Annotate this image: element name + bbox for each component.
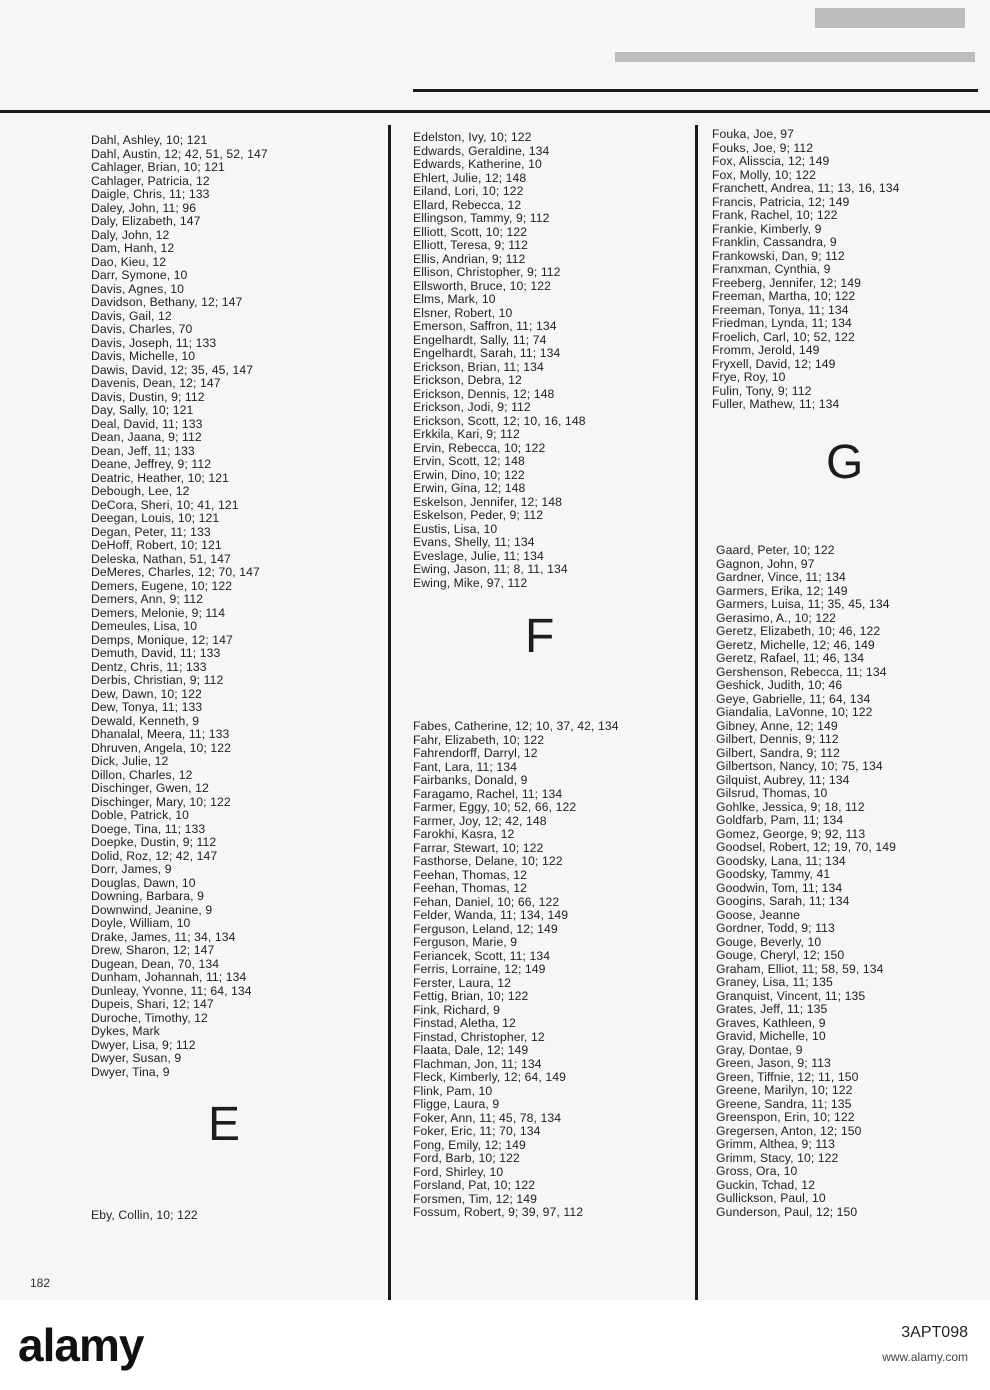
index-entry: Feehan, Thomas, 12 [413,867,528,882]
index-entry: Graney, Lisa, 11; 135 [716,975,833,989]
index-entry: Douglas, Dawn, 10 [91,875,196,890]
index-entry: Daley, John, 11; 96 [91,200,197,215]
index-entry: Farrar, Stewart, 10; 122 [413,840,544,855]
index-entry: Goodwin, Tom, 11; 134 [716,880,843,895]
watermark-url: www.alamy.com [882,1350,968,1364]
index-entry: Gouge, Cheryl, 12; 150 [716,948,845,962]
index-entry: Franklin, Cassandra, 9 [712,235,837,249]
index-entry: Downwind, Jeanine, 9 [91,902,213,917]
index-entry: Erickson, Debra, 12 [413,373,522,387]
index-entry: Goodsky, Lana, 11; 134 [716,853,846,868]
index-entry: Fettig, Brian, 10; 122 [413,989,529,1003]
index-entry: Dentz, Chris, 11; 133 [91,659,207,674]
index-column-f [413,720,619,1220]
index-entry: Davenis, Dean, 12; 147 [91,376,221,390]
index-entry: Engelhardt, Sally, 11; 74 [413,332,547,347]
index-entry: Gilquist, Aubrey, 11; 134 [716,772,850,787]
index-column-g [716,544,896,1219]
index-entry: Gordner, Todd, 9; 113 [716,921,835,935]
index-block-e-continued [413,131,586,590]
index-entry: Cahlager, Brian, 10; 121 [91,160,225,174]
index-entry: Dischinger, Mary, 10; 122 [91,794,231,809]
index-entry: Geretz, Rafael, 11; 46, 134 [716,651,865,665]
index-entry: Downing, Barbara, 9 [91,889,205,903]
index-entry: Edelston, Ivy, 10; 122 [413,130,532,144]
index-entry: Ewing, Jason, 11; 8, 11, 134 [413,562,568,576]
index-entry: Ervin, Rebecca, 10; 122 [413,440,546,455]
index-entry: Cahlager, Patricia, 12 [91,173,210,188]
index-entry: Freeberg, Jennifer, 12; 149 [712,275,862,290]
index-entry: Geshick, Judith, 10; 46 [716,678,843,692]
index-entry: Gullickson, Paul, 10 [716,1191,826,1205]
index-column-e [413,131,586,590]
index-entry: Eskelson, Jennifer, 12; 148 [413,494,563,509]
index-entry: Feehan, Thomas, 12 [413,881,528,895]
index-entry: Guckin, Tchad, 12 [716,1177,816,1192]
index-entry: Demers, Eugene, 10; 122 [91,578,233,593]
index-entry: Gardner, Vince, 11; 134 [716,570,846,584]
index-entry: Deleska, Nathan, 51, 147 [91,551,231,566]
index-entry: Drake, James, 11; 34, 134 [91,929,236,944]
header-bar-middle [615,52,975,62]
index-entry: Demps, Monique, 12; 147 [91,632,233,647]
index-entry: Darr, Symone, 10 [91,268,188,282]
index-entry: Day, Sally, 10; 121 [91,403,194,417]
index-entry: Fant, Lara, 11; 134 [413,759,517,774]
index-entry: Dupeis, Shari, 12; 147 [91,997,214,1011]
index-entry: Doble, Patrick, 10 [91,808,189,822]
index-entry: Erkkila, Kari, 9; 112 [413,427,520,441]
index-entry: Fox, Alisscia, 12; 149 [712,154,830,168]
page-number: 182 [30,1276,51,1290]
index-entry: Davis, Joseph, 11; 133 [91,335,217,350]
index-entry: Ferguson, Leland, 12; 149 [413,921,558,936]
index-entry: Ferris, Lorraine, 12; 149 [413,962,546,976]
header-rule-thin [413,89,978,92]
index-entry: Ewing, Mike, 97, 112 [413,575,528,590]
index-entry: Dolid, Roz, 12; 42, 147 [91,848,218,863]
index-entry: Eiland, Lori, 10; 122 [413,184,524,198]
index-entry: Franxman, Cynthia, 9 [712,262,831,276]
index-entry: Gibney, Anne, 12; 149 [716,718,838,733]
index-entry: Dischinger, Gwen, 12 [91,781,209,795]
index-entry: Flachman, Jon, 11; 134 [413,1056,542,1071]
index-entry: Dawis, David, 12; 35, 45, 147 [91,362,254,377]
index-entry: Greene, Sandra, 11; 135 [716,1096,852,1111]
index-column-d-e [91,134,268,1079]
index-entry: Greenspon, Erin, 10; 122 [716,1110,855,1124]
index-entry: Foker, Ann, 11; 45, 78, 134 [413,1110,562,1125]
index-entry: Dao, Kieu, 12 [91,254,167,269]
index-entry: Eskelson, Peder, 9; 112 [413,508,544,522]
index-entry: Daly, Elizabeth, 147 [91,214,201,228]
index-entry: Fink, Richard, 9 [413,1002,500,1017]
section-letter-e: E [208,1098,241,1151]
index-entry: Davis, Dustin, 9; 112 [91,389,205,404]
index-entry: Erickson, Scott, 12; 10, 16, 148 [413,413,586,428]
index-entry: Daly, John, 12 [91,227,170,242]
index-entry: DeHoff, Robert, 10; 121 [91,538,222,552]
index-entry: Dugean, Dean, 70, 134 [91,956,220,971]
index-entry: Erwin, Dino, 10; 122 [413,467,525,482]
index-entry: Fahr, Elizabeth, 10; 122 [413,732,545,747]
index-entry: Ferguson, Marie, 9 [413,935,518,949]
index-entry: Dick, Julie, 12 [91,754,169,768]
index-entry: Granquist, Vincent, 11; 135 [716,988,866,1003]
index-entry: Dam, Hanh, 12 [91,241,175,255]
index-entry: Fossum, Robert, 9; 39, 97, 112 [413,1205,584,1219]
index-entry: Dillon, Charles, 12 [91,767,193,782]
index-entry: Dykes, Mark [91,1024,160,1038]
index-entry: Dew, Tonya, 11; 133 [91,700,203,714]
index-entry: Davis, Agnes, 10 [91,281,185,296]
index-entry: Goodsky, Tammy, 41 [716,867,831,881]
index-entry: Flaata, Dale, 12; 149 [413,1043,529,1057]
index-entry: Ellis, Andrian, 9; 112 [413,251,526,266]
index-entry: Doyle, William, 10 [91,916,191,930]
index-entry: Gaard, Peter, 10; 122 [716,543,835,557]
index-entry: Deegan, Louis, 10; 121 [91,511,220,525]
index-entry: Fehan, Daniel, 10; 66, 122 [413,894,560,909]
index-entry: Eveslage, Julie, 11; 134 [413,548,544,563]
index-entry: Dhanalal, Meera, 11; 133 [91,727,230,741]
index-entry: Fuller, Mathew, 11; 134 [712,397,840,411]
index-entry: Felder, Wanda, 11; 134, 149 [413,908,569,922]
index-entry: Gerasimo, A., 10; 122 [716,610,836,625]
index-entry: Dhruven, Angela, 10; 122 [91,740,231,755]
index-entry: Erickson, Jodi, 9; 112 [413,400,531,414]
index-entry: Elliott, Scott, 10; 122 [413,224,528,239]
index-entry: Davis, Charles, 70 [91,322,193,336]
index-entry: Davis, Michelle, 10 [91,349,196,363]
index-entry: Freeman, Martha, 10; 122 [712,289,856,303]
index-entry: Demers, Melonie, 9; 114 [91,605,226,620]
index-entry: Ellison, Christopher, 9; 112 [413,265,561,279]
index-block-f-continued [712,128,899,412]
index-block-d [91,134,268,1079]
index-entry: Frankie, Kimberly, 9 [712,221,822,236]
index-entry: Foker, Eric, 11; 70, 134 [413,1124,541,1138]
index-block-e [91,1209,198,1223]
index-entry: Geye, Gabrielle, 11; 64, 134 [716,691,871,706]
index-entry: Feriancek, Scott, 11; 134 [413,948,551,963]
index-entry: Forsland, Pat, 10; 122 [413,1178,536,1192]
column-divider [388,125,391,1300]
index-entry: Dewald, Kenneth, 9 [91,713,200,728]
index-entry: Gross, Ora, 10 [716,1164,798,1178]
index-entry: Fouka, Joe, 97 [712,127,795,141]
index-entry: Gagnon, John, 97 [716,556,815,571]
index-entry: Dahl, Austin, 12; 42, 51, 52, 147 [91,146,268,161]
index-block-g [716,544,896,1219]
index-entry: Fligge, Laura, 9 [413,1097,500,1111]
index-entry: Fahrendorff, Darryl, 12 [413,746,538,760]
index-entry: Gouge, Beverly, 10 [716,934,822,949]
index-entry: Dew, Dawn, 10; 122 [91,686,202,701]
index-entry: Dean, Jaana, 9; 112 [91,430,202,444]
watermark-image-id: 3APT098 [901,1324,968,1341]
index-entry: Daigle, Chris, 11; 133 [91,187,210,201]
index-entry: Elms, Mark, 10 [413,292,496,306]
index-entry: Fong, Emily, 12; 149 [413,1137,526,1152]
index-entry: Gilbert, Sandra, 9; 112 [716,745,841,760]
index-entry: Fromm, Jerold, 149 [712,343,820,357]
index-entry: Gershenson, Rebecca, 11; 134 [716,664,887,679]
index-entry: Farmer, Joy, 12; 42, 148 [413,813,547,828]
index-entry: Dwyer, Tina, 9 [91,1064,170,1079]
index-entry: Greene, Marilyn, 10; 122 [716,1083,853,1097]
index-entry: Fox, Molly, 10; 122 [712,167,816,182]
index-entry: Ehlert, Julie, 12; 148 [413,170,527,185]
index-entry: Gilsrud, Thomas, 10 [716,786,828,800]
index-entry: Forsmen, Tim, 12; 149 [413,1191,538,1206]
index-entry: Gilbert, Dennis, 9; 112 [716,732,839,746]
index-entry: Farokhi, Kasra, 12 [413,827,515,841]
index-entry: Ervin, Scott, 12; 148 [413,454,525,468]
index-entry: Gunderson, Paul, 12; 150 [716,1204,858,1219]
index-entry: Edwards, Geraldine, 134 [413,143,550,158]
index-entry: Ferster, Laura, 12 [413,975,511,990]
index-entry: Deane, Jeffrey, 9; 112 [91,457,212,471]
index-entry: Demuth, David, 11; 133 [91,646,221,660]
index-entry: Finstad, Aletha, 12 [413,1016,516,1030]
index-entry: Evans, Shelly, 11; 134 [413,535,535,549]
index-entry: Green, Jason, 9; 113 [716,1056,831,1070]
index-entry: Davidson, Bethany, 12; 147 [91,295,243,309]
index-entry: Freeman, Tonya, 11; 134 [712,302,849,317]
index-entry: Fryxell, David, 12; 149 [712,356,836,371]
index-entry: Fabes, Catherine, 12; 10, 37, 42, 134 [413,719,619,733]
index-entry: Degan, Peter, 11; 133 [91,524,211,539]
index-entry: Drew, Sharon, 12; 147 [91,943,215,957]
column-divider [695,125,698,1300]
index-entry: DeMeres, Charles, 12; 70, 147 [91,565,260,579]
index-entry: Goose, Jeanne [716,907,800,922]
index-entry: Geretz, Elizabeth, 10; 46, 122 [716,624,881,638]
index-entry: Fleck, Kimberly, 12; 64, 149 [413,1070,566,1084]
index-block-f [413,720,619,1220]
index-entry: Emerson, Saffron, 11; 134 [413,319,557,333]
watermark-logo: alamy [18,1319,144,1371]
header-bar-top [815,8,965,28]
index-entry: Deatric, Heather, 10; 121 [91,470,229,485]
index-entry: Graham, Elliot, 11; 58, 59, 134 [716,961,884,976]
index-entry: Fairbanks, Donald, 9 [413,773,528,787]
index-entry: Friedman, Lynda, 11; 134 [712,316,852,330]
index-entry: Grimm, Althea, 9; 113 [716,1137,836,1151]
index-entry: Dwyer, Susan, 9 [91,1051,182,1065]
index-entry: Erickson, Brian, 11; 134 [413,359,544,374]
index-entry: Dean, Jeff, 11; 133 [91,443,195,458]
index-entry: Garmers, Luisa, 11; 35, 45, 134 [716,597,890,611]
index-entry: Deal, David, 11; 133 [91,416,203,431]
index-entry: Erickson, Dennis, 12; 148 [413,386,555,401]
index-entry: Eby, Collin, 10; 122 [91,1208,198,1222]
index-entry: Elsner, Robert, 10 [413,305,513,320]
index-entry: Gregersen, Anton, 12; 150 [716,1123,862,1138]
index-entry: Gohlke, Jessica, 9; 18, 112 [716,799,865,814]
index-entry: Gomez, George, 9; 92, 113 [716,826,866,841]
index-entry: Finstad, Christopher, 12 [413,1029,545,1044]
index-entry: Gravid, Michelle, 10 [716,1029,826,1043]
header-rule [0,110,990,113]
index-entry: Elliott, Teresa, 9; 112 [413,238,528,252]
index-entry: Garmers, Erika, 12; 149 [716,583,848,598]
index-entry: Grates, Jeff, 11; 135 [716,1002,828,1016]
index-entry: Franchett, Andrea, 11; 13, 16, 134 [712,181,900,195]
index-entry: Dwyer, Lisa, 9; 112 [91,1037,196,1052]
index-entry: Googins, Sarah, 11; 134 [716,894,850,908]
index-entry: Demers, Ann, 9; 112 [91,592,204,606]
index-entry: Derbis, Christian, 9; 112 [91,673,224,687]
index-entry: Duroche, Timothy, 12 [91,1010,208,1025]
index-entry: Giandalia, LaVonne, 10; 122 [716,705,873,719]
index-entry: Engelhardt, Sarah, 11; 134 [413,346,561,360]
index-entry: Fasthorse, Delane, 10; 122 [413,854,563,868]
index-entry: Frank, Rachel, 10; 122 [712,208,838,222]
index-entry: Froelich, Carl, 10; 52, 122 [712,329,855,344]
index-column-f-continued [712,128,899,412]
index-entry: Goldfarb, Pam, 11; 134 [716,813,844,827]
index-entry: Eustis, Lisa, 10 [413,521,498,536]
index-entry: Demeules, Lisa, 10 [91,619,198,633]
index-entry: Graves, Kathleen, 9 [716,1015,826,1030]
index-entry: Ford, Barb, 10; 122 [413,1151,520,1165]
index-entry: Edwards, Katherine, 10 [413,157,542,171]
index-entry: Flink, Pam, 10 [413,1083,493,1098]
index-entry: Geretz, Michelle, 12; 46, 149 [716,637,875,652]
index-entry: Ellard, Rebecca, 12 [413,197,522,212]
index-entry: Ellsworth, Bruce, 10; 122 [413,278,551,293]
index-entry: Gilbertson, Nancy, 10; 75, 134 [716,759,883,773]
section-letter-g: G [826,436,864,489]
index-entry: DeCora, Sheri, 10; 41, 121 [91,497,239,512]
index-entry: Grimm, Stacy, 10; 122 [716,1150,839,1165]
index-entry: Frankowski, Dan, 9; 112 [712,248,845,263]
index-entry: Gray, Dontae, 9 [716,1042,803,1057]
index-entry: Doege, Tina, 11; 133 [91,821,206,836]
index-entry: Fouks, Joe, 9; 112 [712,140,814,155]
watermark-band [0,1300,990,1390]
index-entry: Dahl, Ashley, 10; 121 [91,133,208,147]
index-entry: Goodsel, Robert, 12; 19, 70, 149 [716,840,897,854]
index-entry: Debough, Lee, 12 [91,484,190,498]
index-entry: Dorr, James, 9 [91,862,172,876]
index-entry: Erwin, Gina, 12; 148 [413,481,526,495]
section-letter-f: F [525,610,555,663]
index-entry: Green, Tiffnie, 12; 11, 150 [716,1069,859,1084]
index-entry: Doepke, Dustin, 9; 112 [91,835,217,849]
index-entry: Ford, Shirley, 10 [413,1164,504,1179]
index-entry: Dunleay, Yvonne, 11; 64, 134 [91,983,252,998]
index-entry: Faragamo, Rachel, 11; 134 [413,786,563,801]
index-entry: Frye, Roy, 10 [712,370,786,384]
index-entry: Farmer, Eggy, 10; 52, 66, 122 [413,800,577,814]
index-entry: Fulin, Tony, 9; 112 [712,383,812,398]
index-entry: Francis, Patricia, 12; 149 [712,194,850,209]
index-entry: Ellingson, Tammy, 9; 112 [413,211,550,225]
index-entry: Davis, Gail, 12 [91,308,172,323]
index-entry: Dunham, Johannah, 11; 134 [91,970,247,984]
